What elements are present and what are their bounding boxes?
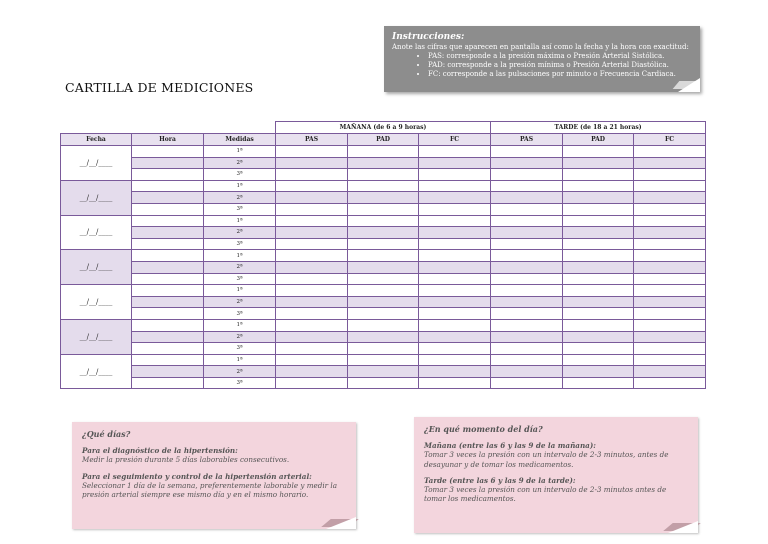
pad-morning-cell[interactable] <box>348 261 419 273</box>
hour-cell[interactable] <box>132 273 204 285</box>
pas-evening-cell[interactable] <box>491 377 563 389</box>
pas-evening-cell[interactable] <box>491 169 563 181</box>
table-row <box>61 227 706 239</box>
fc-morning-cell[interactable] <box>419 296 491 308</box>
pad-morning-cell[interactable] <box>348 203 419 215</box>
hour-cell[interactable] <box>132 238 204 250</box>
pas-morning-cell[interactable] <box>276 331 348 343</box>
table-row <box>61 331 706 343</box>
fc-morning-cell[interactable] <box>419 261 491 273</box>
table-row <box>61 146 706 158</box>
fc-evening-cell[interactable] <box>634 180 706 192</box>
fc-morning-cell[interactable] <box>419 215 491 227</box>
pas-morning-cell[interactable] <box>276 169 348 181</box>
note-which-days <box>72 422 356 529</box>
pas-morning-cell[interactable] <box>276 192 348 204</box>
pas-evening-cell[interactable] <box>491 250 563 262</box>
table-row <box>61 203 706 215</box>
measure-number: 1ª <box>204 146 276 158</box>
pad-evening-cell[interactable] <box>563 308 634 320</box>
hour-cell[interactable] <box>132 319 204 331</box>
fc-morning-cell[interactable] <box>419 227 491 239</box>
measure-number: 1ª <box>204 250 276 262</box>
measure-number: 3ª <box>204 377 276 389</box>
instructions-box <box>384 26 700 92</box>
fc-morning-cell[interactable] <box>419 169 491 181</box>
table-row <box>61 169 706 181</box>
pas-morning-cell[interactable] <box>276 227 348 239</box>
pad-morning-cell[interactable] <box>348 157 419 169</box>
pas-evening-cell[interactable] <box>491 331 563 343</box>
col-fc-evening: FC <box>634 134 706 146</box>
pad-evening-cell[interactable] <box>563 192 634 204</box>
hour-cell[interactable] <box>132 250 204 262</box>
fc-morning-cell[interactable] <box>419 331 491 343</box>
table-row <box>61 285 706 297</box>
date-field[interactable]: __/__/____ <box>61 354 132 389</box>
fc-evening-cell[interactable] <box>634 377 706 389</box>
hour-cell[interactable] <box>132 343 204 355</box>
measure-number: 2ª <box>204 366 276 378</box>
date-field[interactable]: __/__/____ <box>61 180 132 215</box>
fc-evening-cell[interactable] <box>634 285 706 297</box>
fc-evening-cell[interactable] <box>634 192 706 204</box>
note-follow-text: Seleccionar 1 día de la semana, preferentemente laborable y medir la presión arterial siempre ese mismo día y en el mismo horario. <box>82 480 337 500</box>
fc-morning-cell[interactable] <box>419 250 491 262</box>
date-field[interactable]: __/__/____ <box>61 250 132 285</box>
pad-evening-cell[interactable] <box>563 296 634 308</box>
hour-cell[interactable] <box>132 215 204 227</box>
fc-evening-cell[interactable] <box>634 169 706 181</box>
measure-number: 2ª <box>204 227 276 239</box>
date-group <box>61 180 706 215</box>
pas-morning-cell[interactable] <box>276 285 348 297</box>
pas-morning-cell[interactable] <box>276 215 348 227</box>
pas-evening-cell[interactable] <box>491 319 563 331</box>
hour-cell[interactable] <box>132 285 204 297</box>
pas-morning-cell[interactable] <box>276 273 348 285</box>
note-curl <box>326 517 356 529</box>
pad-morning-cell[interactable] <box>348 180 419 192</box>
measure-number: 3ª <box>204 203 276 215</box>
pad-evening-cell[interactable] <box>563 319 634 331</box>
fc-evening-cell[interactable] <box>634 261 706 273</box>
fc-morning-cell[interactable] <box>419 180 491 192</box>
pas-evening-cell[interactable] <box>491 273 563 285</box>
hour-cell[interactable] <box>132 180 204 192</box>
pad-morning-cell[interactable] <box>348 377 419 389</box>
hour-cell[interactable] <box>132 377 204 389</box>
table-row <box>61 296 706 308</box>
col-pad-evening: PAD <box>563 134 634 146</box>
pas-evening-cell[interactable] <box>491 261 563 273</box>
measure-number: 2ª <box>204 192 276 204</box>
measure-number: 3ª <box>204 238 276 250</box>
col-pad-morning: PAD <box>348 134 419 146</box>
note-follow-title: Para el seguimiento y control de la hipertensión arterial: <box>82 471 312 481</box>
table-row <box>61 238 706 250</box>
table-row <box>61 192 706 204</box>
measure-number: 1ª <box>204 180 276 192</box>
pas-evening-cell[interactable] <box>491 366 563 378</box>
fc-evening-cell[interactable] <box>634 203 706 215</box>
measure-number: 1ª <box>204 285 276 297</box>
pad-evening-cell[interactable] <box>563 331 634 343</box>
measure-number: 2ª <box>204 331 276 343</box>
date-group <box>61 285 706 320</box>
pad-morning-cell[interactable] <box>348 273 419 285</box>
fc-evening-cell[interactable] <box>634 250 706 262</box>
pad-evening-cell[interactable] <box>563 215 634 227</box>
note-time-of-day <box>414 417 698 533</box>
note-evening-text: Tomar 3 veces la presión con un intervalo de 2-3 minutos antes de tomar los medicamentos. <box>424 485 667 504</box>
pas-evening-cell[interactable] <box>491 308 563 320</box>
table-row <box>61 157 706 169</box>
measure-number: 2ª <box>204 296 276 308</box>
fc-morning-cell[interactable] <box>419 343 491 355</box>
fc-morning-cell[interactable] <box>419 146 491 158</box>
table-row <box>61 343 706 355</box>
note-diag-text: Medir la presión durante 5 días laborables consecutivos. <box>82 455 290 465</box>
date-group <box>61 354 706 389</box>
pad-evening-cell[interactable] <box>563 354 634 366</box>
pad-morning-cell[interactable] <box>348 296 419 308</box>
pad-morning-cell[interactable] <box>348 354 419 366</box>
date-field[interactable]: __/__/____ <box>61 215 132 250</box>
hour-cell[interactable] <box>132 192 204 204</box>
date-group <box>61 146 706 181</box>
pas-evening-cell[interactable] <box>491 354 563 366</box>
pad-evening-cell[interactable] <box>563 250 634 262</box>
fc-evening-cell[interactable] <box>634 227 706 239</box>
date-field[interactable]: __/__/____ <box>61 146 132 181</box>
pad-morning-cell[interactable] <box>348 331 419 343</box>
fc-evening-cell[interactable] <box>634 354 706 366</box>
measure-number: 1ª <box>204 319 276 331</box>
fc-evening-cell[interactable] <box>634 343 706 355</box>
fc-morning-cell[interactable] <box>419 377 491 389</box>
fc-morning-cell[interactable] <box>419 192 491 204</box>
table-row <box>61 377 706 389</box>
note-moment-heading: ¿En qué momento del día? <box>424 424 543 434</box>
fc-evening-cell[interactable] <box>634 366 706 378</box>
fc-morning-cell[interactable] <box>419 157 491 169</box>
pad-evening-cell[interactable] <box>563 273 634 285</box>
measure-number: 1ª <box>204 354 276 366</box>
hour-cell[interactable] <box>132 366 204 378</box>
pad-morning-cell[interactable] <box>348 319 419 331</box>
fc-evening-cell[interactable] <box>634 296 706 308</box>
fc-morning-cell[interactable] <box>419 308 491 320</box>
pad-evening-cell[interactable] <box>563 169 634 181</box>
fc-evening-cell[interactable] <box>634 331 706 343</box>
fc-morning-cell[interactable] <box>419 354 491 366</box>
fc-morning-cell[interactable] <box>419 203 491 215</box>
col-hora: Hora <box>132 134 204 146</box>
page-title: CARTILLA DE MEDICIONES <box>65 80 254 95</box>
pad-morning-cell[interactable] <box>348 366 419 378</box>
pas-evening-cell[interactable] <box>491 180 563 192</box>
pad-evening-cell[interactable] <box>563 285 634 297</box>
pad-morning-cell[interactable] <box>348 238 419 250</box>
pas-evening-cell[interactable] <box>491 227 563 239</box>
pad-morning-cell[interactable] <box>348 227 419 239</box>
date-group <box>61 250 706 285</box>
fc-morning-cell[interactable] <box>419 366 491 378</box>
instructions-title: Instrucciones: <box>392 32 465 42</box>
hour-cell[interactable] <box>132 354 204 366</box>
pas-morning-cell[interactable] <box>276 319 348 331</box>
fc-evening-cell[interactable] <box>634 146 706 158</box>
fc-evening-cell[interactable] <box>634 215 706 227</box>
pas-morning-cell[interactable] <box>276 250 348 262</box>
measure-number: 3ª <box>204 343 276 355</box>
morning-header: MAÑANA (de 6 a 9 horas) <box>276 122 491 134</box>
note-days-heading: ¿Qué días? <box>82 429 131 439</box>
pad-evening-cell[interactable] <box>563 227 634 239</box>
pas-evening-cell[interactable] <box>491 238 563 250</box>
fc-morning-cell[interactable] <box>419 285 491 297</box>
pad-morning-cell[interactable] <box>348 192 419 204</box>
pad-evening-cell[interactable] <box>563 343 634 355</box>
hour-cell[interactable] <box>132 146 204 158</box>
pas-morning-cell[interactable] <box>276 377 348 389</box>
pad-morning-cell[interactable] <box>348 308 419 320</box>
date-group <box>61 319 706 354</box>
fc-morning-cell[interactable] <box>419 238 491 250</box>
pas-morning-cell[interactable] <box>276 354 348 366</box>
pas-evening-cell[interactable] <box>491 146 563 158</box>
instructions-item-pad: • PAD: corresponde a la presión mínima o Presión Arterial Diastólica. <box>428 61 692 70</box>
measure-number: 3ª <box>204 169 276 181</box>
pas-evening-cell[interactable] <box>491 296 563 308</box>
instructions-list <box>392 52 692 79</box>
hour-cell[interactable] <box>132 296 204 308</box>
date-field[interactable]: __/__/____ <box>61 285 132 320</box>
pad-evening-cell[interactable] <box>563 366 634 378</box>
pas-evening-cell[interactable] <box>491 285 563 297</box>
hour-cell[interactable] <box>132 331 204 343</box>
pas-morning-cell[interactable] <box>276 146 348 158</box>
pas-morning-cell[interactable] <box>276 238 348 250</box>
pas-morning-cell[interactable] <box>276 180 348 192</box>
pad-morning-cell[interactable] <box>348 285 419 297</box>
hour-cell[interactable] <box>132 308 204 320</box>
date-group <box>61 215 706 250</box>
pad-morning-cell[interactable] <box>348 146 419 158</box>
table-row <box>61 180 706 192</box>
measure-number: 2ª <box>204 157 276 169</box>
pad-evening-cell[interactable] <box>563 180 634 192</box>
note-curl <box>668 521 698 533</box>
fc-evening-cell[interactable] <box>634 238 706 250</box>
pad-evening-cell[interactable] <box>563 157 634 169</box>
fc-morning-cell[interactable] <box>419 319 491 331</box>
page-curl <box>678 78 700 92</box>
pad-evening-cell[interactable] <box>563 377 634 389</box>
col-fc-morning: FC <box>419 134 491 146</box>
measure-number: 3ª <box>204 273 276 285</box>
pad-evening-cell[interactable] <box>563 261 634 273</box>
pad-evening-cell[interactable] <box>563 203 634 215</box>
measure-number: 2ª <box>204 261 276 273</box>
hour-cell[interactable] <box>132 169 204 181</box>
fc-evening-cell[interactable] <box>634 273 706 285</box>
pas-morning-cell[interactable] <box>276 308 348 320</box>
instructions-item-fc: • FC: corresponde a las pulsaciones por minuto o Frecuencia Cardiaca. <box>428 70 692 79</box>
col-pas-morning: PAS <box>276 134 348 146</box>
col-pas-evening: PAS <box>491 134 563 146</box>
pas-evening-cell[interactable] <box>491 203 563 215</box>
hour-cell[interactable] <box>132 261 204 273</box>
note-evening-title: Tarde (entre las 6 y las 9 de la tarde): <box>424 475 576 485</box>
instructions-item-pas: • PAS: corresponde a la presión máxima o Presión Arterial Sistólica. <box>428 52 692 61</box>
table-row <box>61 250 706 262</box>
pad-morning-cell[interactable] <box>348 215 419 227</box>
pad-evening-cell[interactable] <box>563 238 634 250</box>
pad-morning-cell[interactable] <box>348 343 419 355</box>
fc-evening-cell[interactable] <box>634 157 706 169</box>
table-row <box>61 261 706 273</box>
note-morning-text: Tomar 3 veces la presión con un intervalo de 2-3 minutos, antes de desayunar y de tomar los medicamentos. <box>424 450 669 469</box>
pas-evening-cell[interactable] <box>491 157 563 169</box>
evening-header: TARDE (de 18 a 21 horas) <box>491 122 706 134</box>
table-row <box>61 366 706 378</box>
pad-morning-cell[interactable] <box>348 250 419 262</box>
note-diag-title: Para el diagnóstico de la hipertensión: <box>82 446 238 456</box>
note-morning-title: Mañana (entre las 6 y las 9 de la mañana): <box>424 441 596 451</box>
table-row <box>61 308 706 320</box>
table-row <box>61 319 706 331</box>
pas-morning-cell[interactable] <box>276 203 348 215</box>
pas-morning-cell[interactable] <box>276 261 348 273</box>
date-field[interactable]: __/__/____ <box>61 319 132 354</box>
pad-evening-cell[interactable] <box>563 146 634 158</box>
pas-evening-cell[interactable] <box>491 192 563 204</box>
measurements-table <box>60 121 706 389</box>
measure-number: 1ª <box>204 215 276 227</box>
pas-morning-cell[interactable] <box>276 343 348 355</box>
pas-morning-cell[interactable] <box>276 157 348 169</box>
table-row <box>61 273 706 285</box>
fc-evening-cell[interactable] <box>634 319 706 331</box>
col-fecha: Fecha <box>61 134 132 146</box>
hour-cell[interactable] <box>132 227 204 239</box>
pas-morning-cell[interactable] <box>276 296 348 308</box>
instructions-intro: Anote las cifras que aparecen en pantalla así como la fecha y la hora con exactitud: <box>392 43 689 51</box>
table-row <box>61 354 706 366</box>
pas-evening-cell[interactable] <box>491 343 563 355</box>
hour-cell[interactable] <box>132 157 204 169</box>
measure-number: 3ª <box>204 308 276 320</box>
pad-morning-cell[interactable] <box>348 169 419 181</box>
hour-cell[interactable] <box>132 203 204 215</box>
fc-morning-cell[interactable] <box>419 273 491 285</box>
pas-morning-cell[interactable] <box>276 366 348 378</box>
table-row <box>61 215 706 227</box>
col-medidas: Medidas <box>204 134 276 146</box>
fc-evening-cell[interactable] <box>634 308 706 320</box>
pas-evening-cell[interactable] <box>491 215 563 227</box>
